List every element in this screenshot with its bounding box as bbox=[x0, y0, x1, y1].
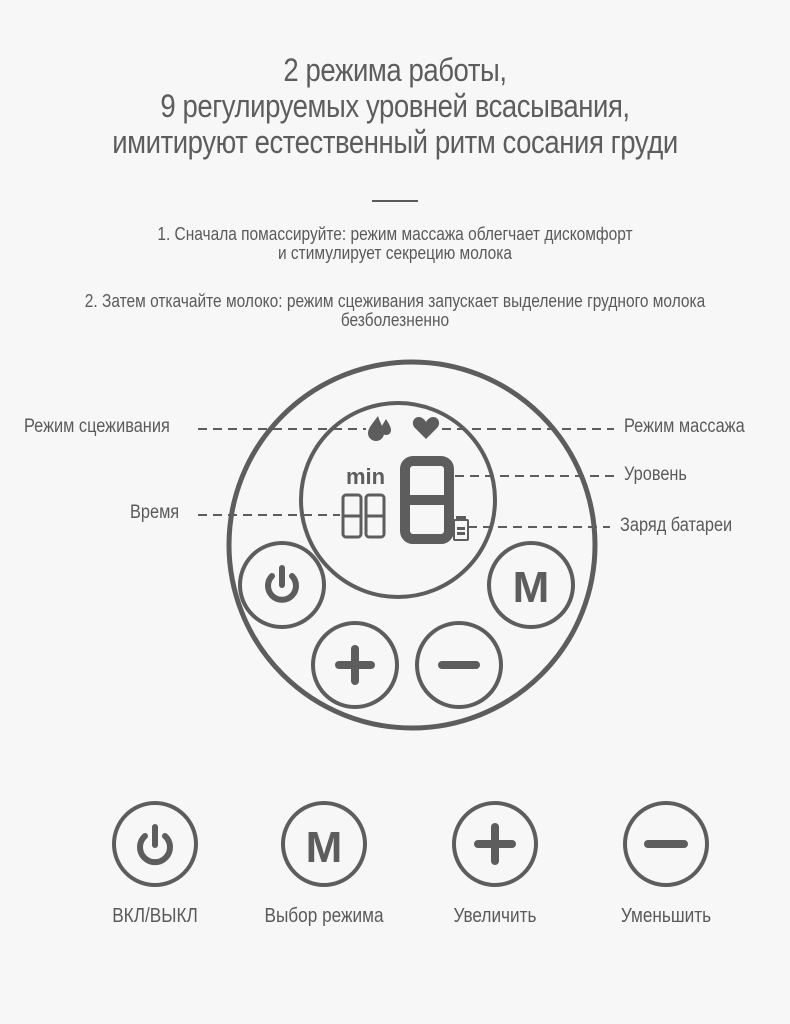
note-massage-line-2: и стимулирует секрецию молока bbox=[277, 243, 513, 263]
heart-icon bbox=[413, 417, 439, 439]
label-time: Время bbox=[130, 502, 180, 523]
divider bbox=[372, 200, 418, 202]
headline-line-3: имитируют естественный ритм сосания груди bbox=[112, 124, 678, 160]
increase-button[interactable] bbox=[452, 801, 538, 887]
display-outline bbox=[301, 403, 495, 597]
panel-mode-button bbox=[489, 543, 573, 627]
time-digits bbox=[343, 495, 384, 537]
headline-line-2: 9 регулируемых уровней всасывания, bbox=[160, 88, 630, 124]
level-digit bbox=[405, 461, 449, 539]
note-massage-line-1: 1. Сначала помассируйте: режим массажа облегчает дискомфорт bbox=[157, 224, 633, 244]
panel-minus-button bbox=[417, 623, 501, 707]
caption-mode: Выбор режима bbox=[264, 905, 384, 927]
label-massage-mode: Режим массажа bbox=[624, 416, 745, 437]
power-button[interactable] bbox=[112, 801, 198, 887]
label-expression-mode: Режим сцеживания bbox=[24, 416, 170, 437]
panel-plus-button bbox=[313, 623, 397, 707]
display-unit: min bbox=[346, 464, 386, 489]
label-battery: Заряд батареи bbox=[620, 515, 733, 536]
control-panel-diagram bbox=[0, 345, 790, 745]
drop-icon bbox=[368, 416, 391, 441]
caption-increase: Увеличить bbox=[453, 905, 537, 927]
decrease-button[interactable] bbox=[623, 801, 709, 887]
panel-mode-letter: M bbox=[512, 563, 550, 612]
battery-icon bbox=[454, 516, 468, 540]
power-icon bbox=[116, 805, 194, 883]
svg-text:M: M bbox=[305, 823, 343, 872]
label-level: Уровень bbox=[624, 464, 687, 485]
caption-power: ВКЛ/ВЫКЛ bbox=[112, 905, 198, 927]
headline bbox=[55, 52, 734, 160]
plus-icon bbox=[456, 805, 534, 883]
minus-icon bbox=[627, 805, 705, 883]
mode-icon bbox=[285, 805, 363, 883]
note-expression-line-2: безболезненно bbox=[340, 310, 450, 330]
mode-button[interactable] bbox=[281, 801, 367, 887]
headline-line-1: 2 режима работы, bbox=[283, 52, 507, 88]
note-expression bbox=[55, 292, 734, 330]
panel-power-button bbox=[240, 543, 324, 627]
caption-decrease: Уменьшить bbox=[620, 905, 712, 927]
note-massage bbox=[55, 225, 734, 263]
note-expression-line-1: 2. Затем откачайте молоко: режим сцеживания запускает выделение грудного молока bbox=[84, 291, 706, 311]
